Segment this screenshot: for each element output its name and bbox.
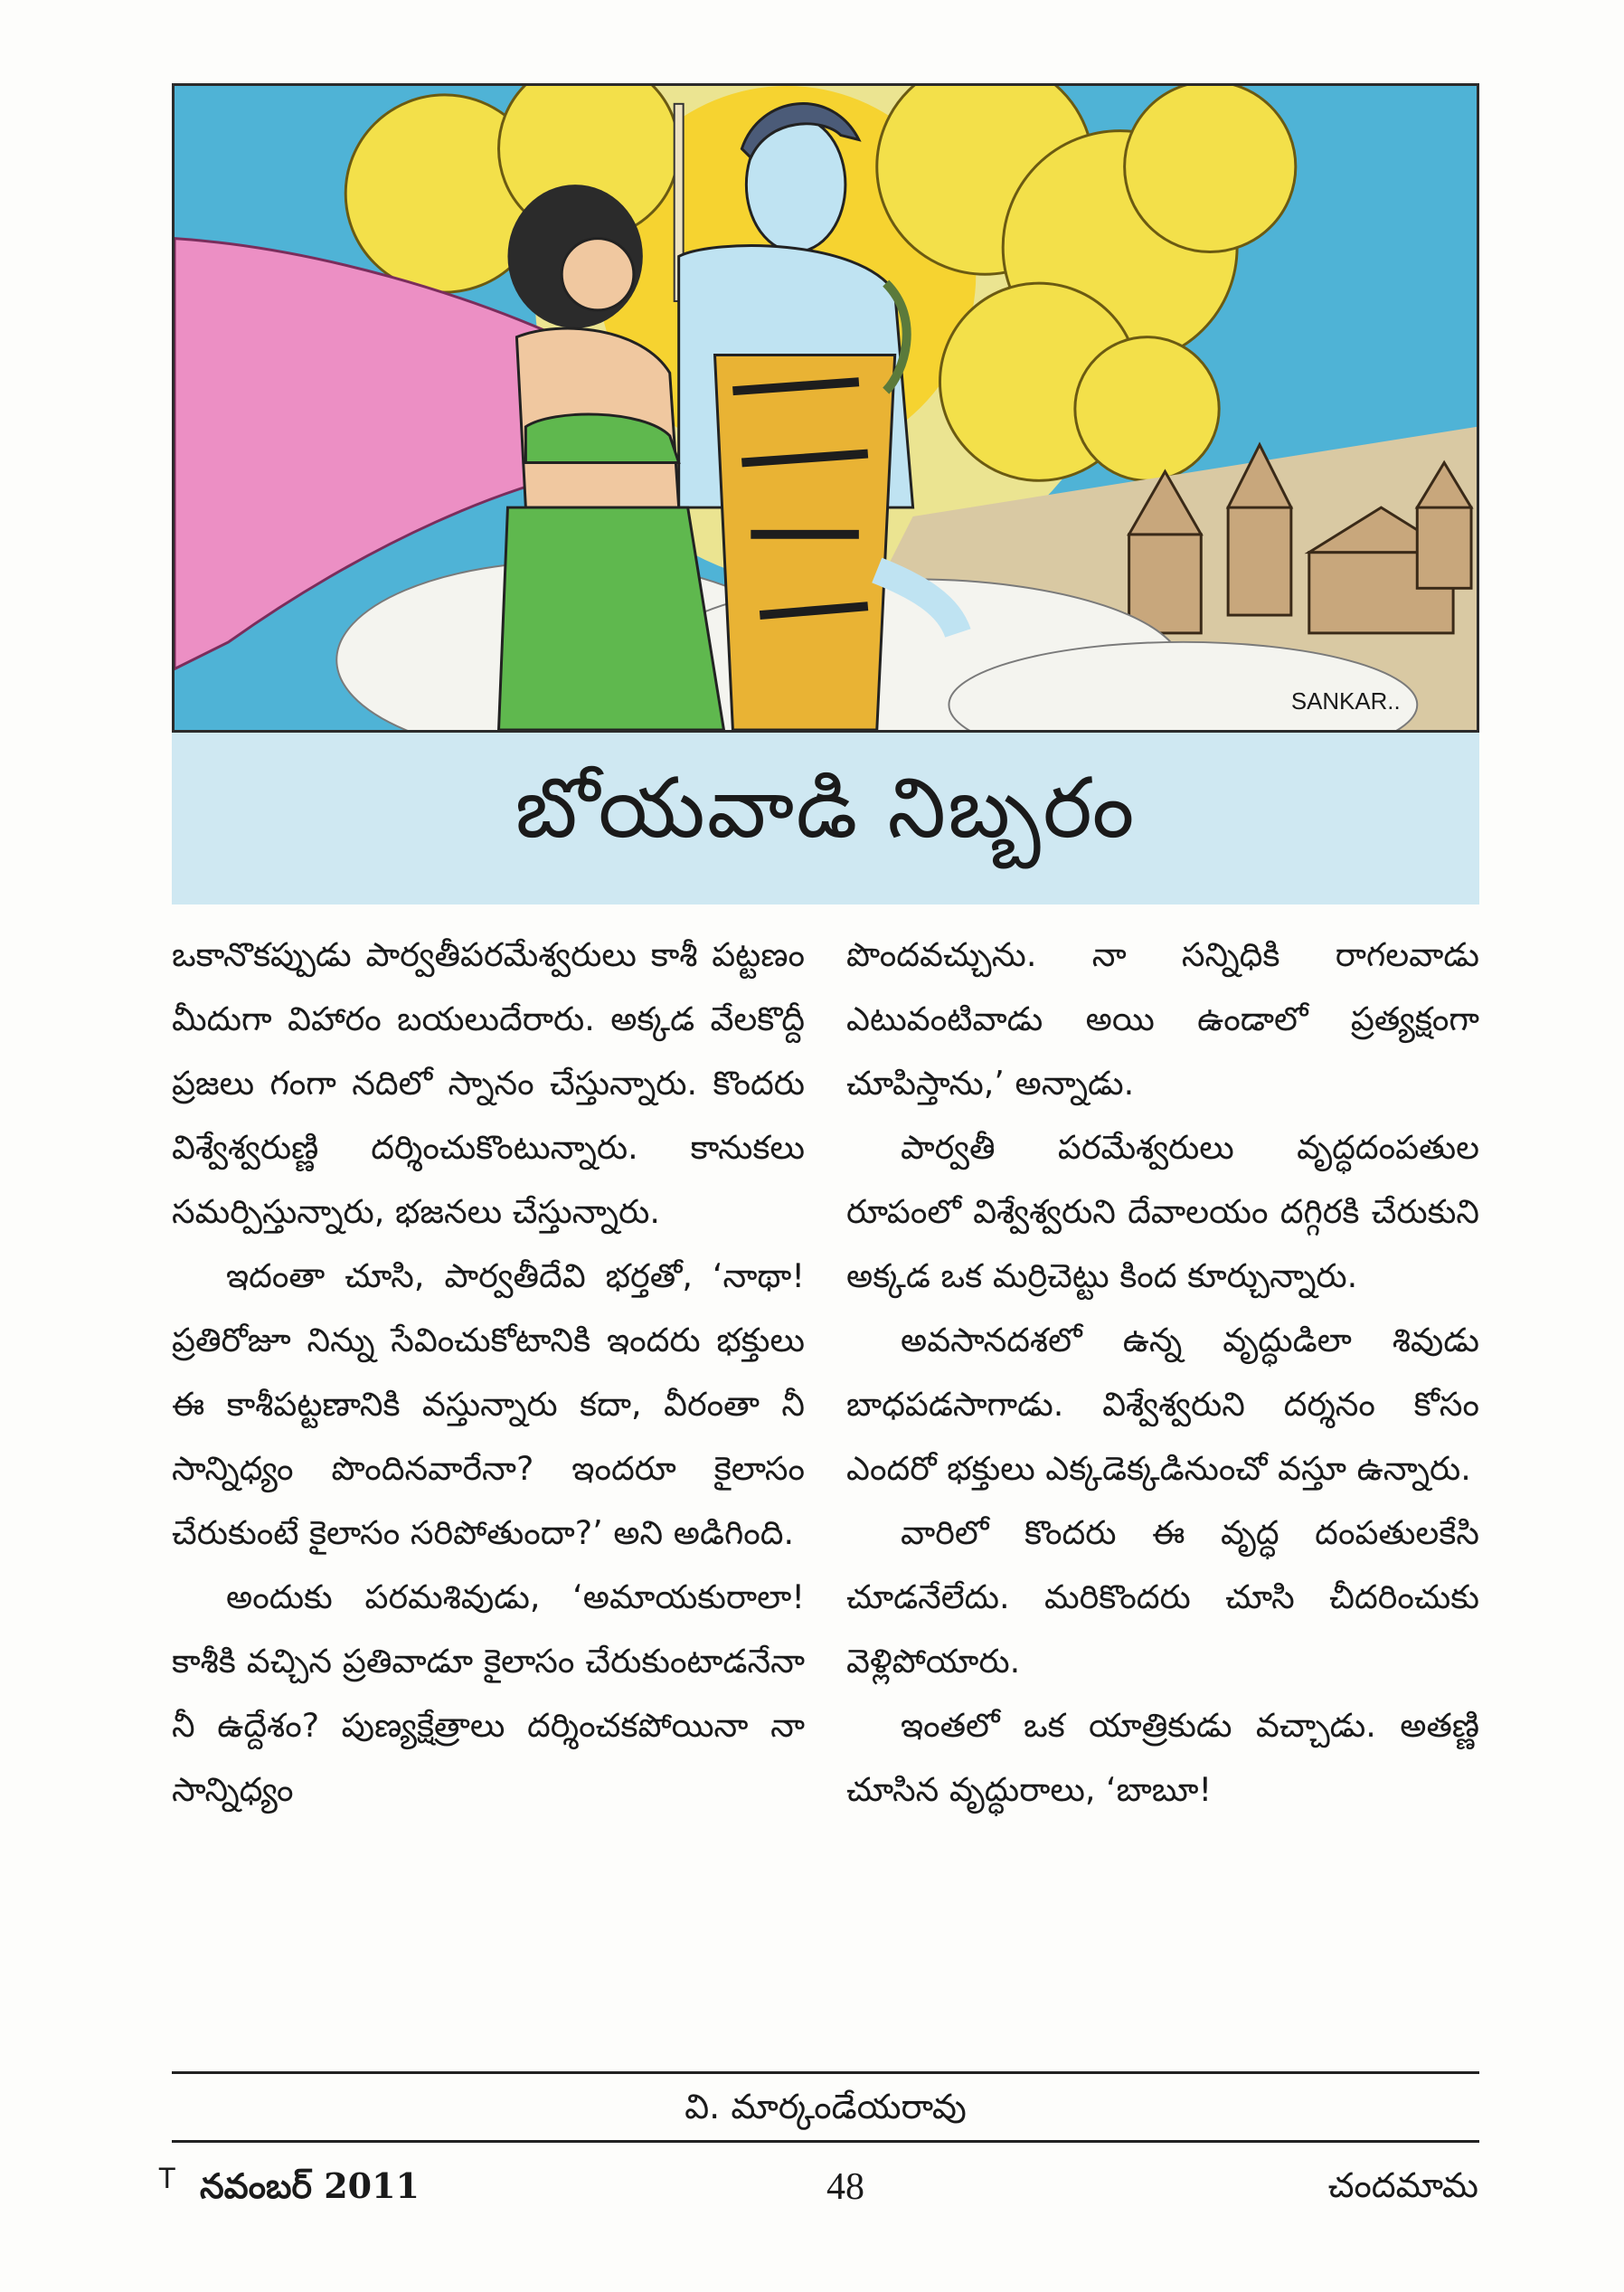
paragraph: అవసానదశలో ఉన్న వృద్ధుడిలా శివుడు బాధపడసాగాడు. విశ్వేశ్వరుని దర్శనం కోసం ఎందరో భక్తులు ఎక్కడెక్కడినుంచో వస్తూ ఉన్నారు. — [846, 1321, 1479, 1488]
divider — [172, 2140, 1479, 2143]
issue-date: నవంబర్ 2011 — [200, 2165, 420, 2206]
text-column-left — [172, 923, 805, 1822]
paragraph: పొందవచ్చును. నా సన్నిధికి రాగలవాడు ఎటువంటివాడు అయి ఉండాలో ప్రత్యక్షంగా చూపిస్తాను,’ అన్నాడు. — [846, 935, 1479, 1103]
paragraph: వారిలో కొందరు ఈ వృద్ధ దంపతులకేసి చూడనేలేదు. మరికొందరు చూసి చీదరించుకు వెళ్లిపోయారు. — [846, 1513, 1479, 1681]
story-title: బోయవాడి నిబ్బరం — [515, 760, 1137, 857]
paragraph: ఒకానొకప్పుడు పార్వతీపరమేశ్వరులు కాశీ పట్టణం మీదుగా విహారం బయలుదేరారు. అక్కడ వేలకొద్దీ ప్రజలు గంగా నదిలో స్నానం చేస్తున్నారు. కొందరు విశ్వేశ్వరుణ్ణి దర్శించుకొంటున్నారు. కానుకలు సమర్పిస్తున్నారు, భజనలు చేస్తున్నారు. — [172, 935, 805, 1231]
text-column-right — [846, 923, 1479, 1822]
paragraph: పార్వతీ పరమేశ్వరులు వృద్ధదంపతుల రూపంలో విశ్వేశ్వరుని దేవాలయం దగ్గిరకి చేరుకుని అక్కడ ఒక మర్రిచెట్టు కింద కూర్చున్నారు. — [846, 1128, 1479, 1295]
divider — [172, 2071, 1479, 2074]
page-footer — [158, 2162, 1497, 2216]
illustration-art — [175, 86, 1477, 730]
story-illustration — [172, 83, 1479, 733]
paragraph: ఇంతలో ఒక యాత్రికుడు వచ్చాడు. అతణ్ణి చూసిన వృద్ధురాలు, ‘బాబూ! — [846, 1706, 1479, 1809]
paragraph: అందుకు పరమశివుడు, ‘అమాయకురాలా! కాశీకి వచ్చిన ప్రతివాడూ కైలాసం చేరుకుంటాడనేనా నీ ఉద్దేశం? పుణ్యక్షేత్రాలు దర్శించకపోయినా నా సాన్నిధ్యం — [172, 1577, 805, 1809]
page-number: 48 — [826, 2166, 864, 2208]
footer-code: T — [158, 2162, 176, 2194]
magazine-name: చందమామ — [1327, 2165, 1478, 2205]
paragraph: ఇదంతా చూసి, పార్వతీదేవి భర్తతో, ‘నాథా! ప్రతిరోజూ నిన్ను సేవించుకోటానికి ఇందరు భక్తులు ఈ కాశీపట్టణానికి వస్తున్నారు కదా, వీరంతా నీ సాన్నిధ్యం పొందినవారేనా? ఇందరూ కైలాసం చేరుకుంటే కైలాసం సరిపోతుందా?’ అని అడిగింది. — [172, 1256, 805, 1552]
author-byline: వి. మార్కండేయరావు — [685, 2087, 967, 2126]
title-band — [172, 733, 1479, 904]
artist-signature: SANKAR.. — [1290, 689, 1401, 715]
